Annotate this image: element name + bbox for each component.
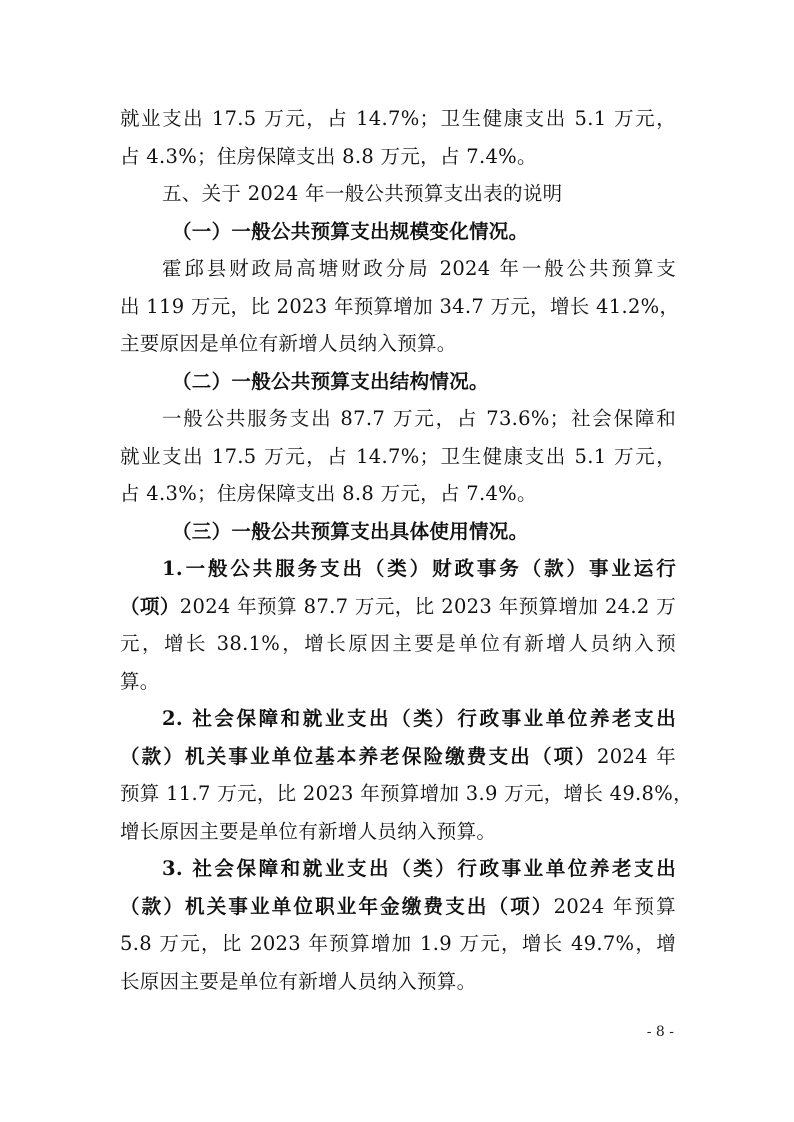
page-number: - 8 - [646, 1024, 674, 1040]
text-line [120, 888, 676, 926]
text-line: 一般公共服务支出 87.7 万元，占 73.6%；社会保障和 [162, 407, 676, 430]
text-line: 占 4.3%；住房保障支出 8.8 万元，占 7.4%。 [120, 144, 537, 168]
item-heading-part: （项） [120, 594, 180, 618]
item-heading: 2. 社会保障和就业支出（类）行政事业单位养老支出 [162, 707, 676, 730]
text-line: 霍邱县财政局高塘财政分局 2024 年一般公共预算支 [162, 257, 676, 280]
text-line [120, 588, 676, 626]
item-heading: 1.一般公共服务支出（类）财政事务（款）事业运行 [162, 557, 676, 580]
section-heading: 五、关于 2024 年一般公共预算支出表的说明 [162, 182, 563, 205]
text-line: 占 4.3%；住房保障支出 8.8 万元，占 7.4%。 [120, 482, 537, 505]
item-heading-part: （款）机关事业单位基本养老保险缴费支出（项） [120, 744, 597, 768]
text-line: 算。 [120, 669, 160, 693]
text-line: 增长原因主要是单位有新增人员纳入预算。 [120, 819, 497, 843]
item-heading: 3. 社会保障和就业支出（类）行政事业单位养老支出 [162, 857, 676, 880]
text-part: 2024 年 [596, 744, 676, 768]
subsection-heading: （一）一般公共预算支出规模变化情况。 [172, 219, 529, 243]
text-line [120, 738, 676, 776]
text-line: 预算 11.7 万元，比 2023 年预算增加 3.9 万元，增长 49.8%， [120, 782, 693, 805]
document-body [120, 100, 693, 1000]
text-line: 长原因主要是单位有新增人员纳入预算。 [120, 969, 477, 993]
text-line: 出 119 万元，比 2023 年预算增加 34.7 万元，增长 41.2%， [120, 294, 680, 318]
text-line: 元，增长 38.1%，增长原因主要是单位有新增人员纳入预 [120, 632, 676, 655]
item-heading-part: （款）机关事业单位职业年金缴费支出（项） [120, 894, 554, 918]
text-line: 就业支出 17.5 万元，占 14.7%；卫生健康支出 5.1 万元， [120, 444, 676, 468]
text-part: 2024 年预算 [553, 894, 676, 918]
text-line: 5.8 万元，比 2023 年预算增加 1.9 万元，增长 49.7%，增 [120, 932, 676, 955]
subsection-heading: （二）一般公共预算支出结构情况。 [172, 369, 489, 393]
subsection-heading: （三）一般公共预算支出具体使用情况。 [172, 519, 529, 543]
text-line: 就业支出 17.5 万元，占 14.7%；卫生健康支出 5.1 万元， [120, 107, 676, 130]
text-line: 主要原因是单位有新增人员纳入预算。 [120, 332, 457, 355]
text-part: 2024 年预算 87.7 万元，比 2023 年预算增加 24.2 万 [179, 594, 677, 618]
